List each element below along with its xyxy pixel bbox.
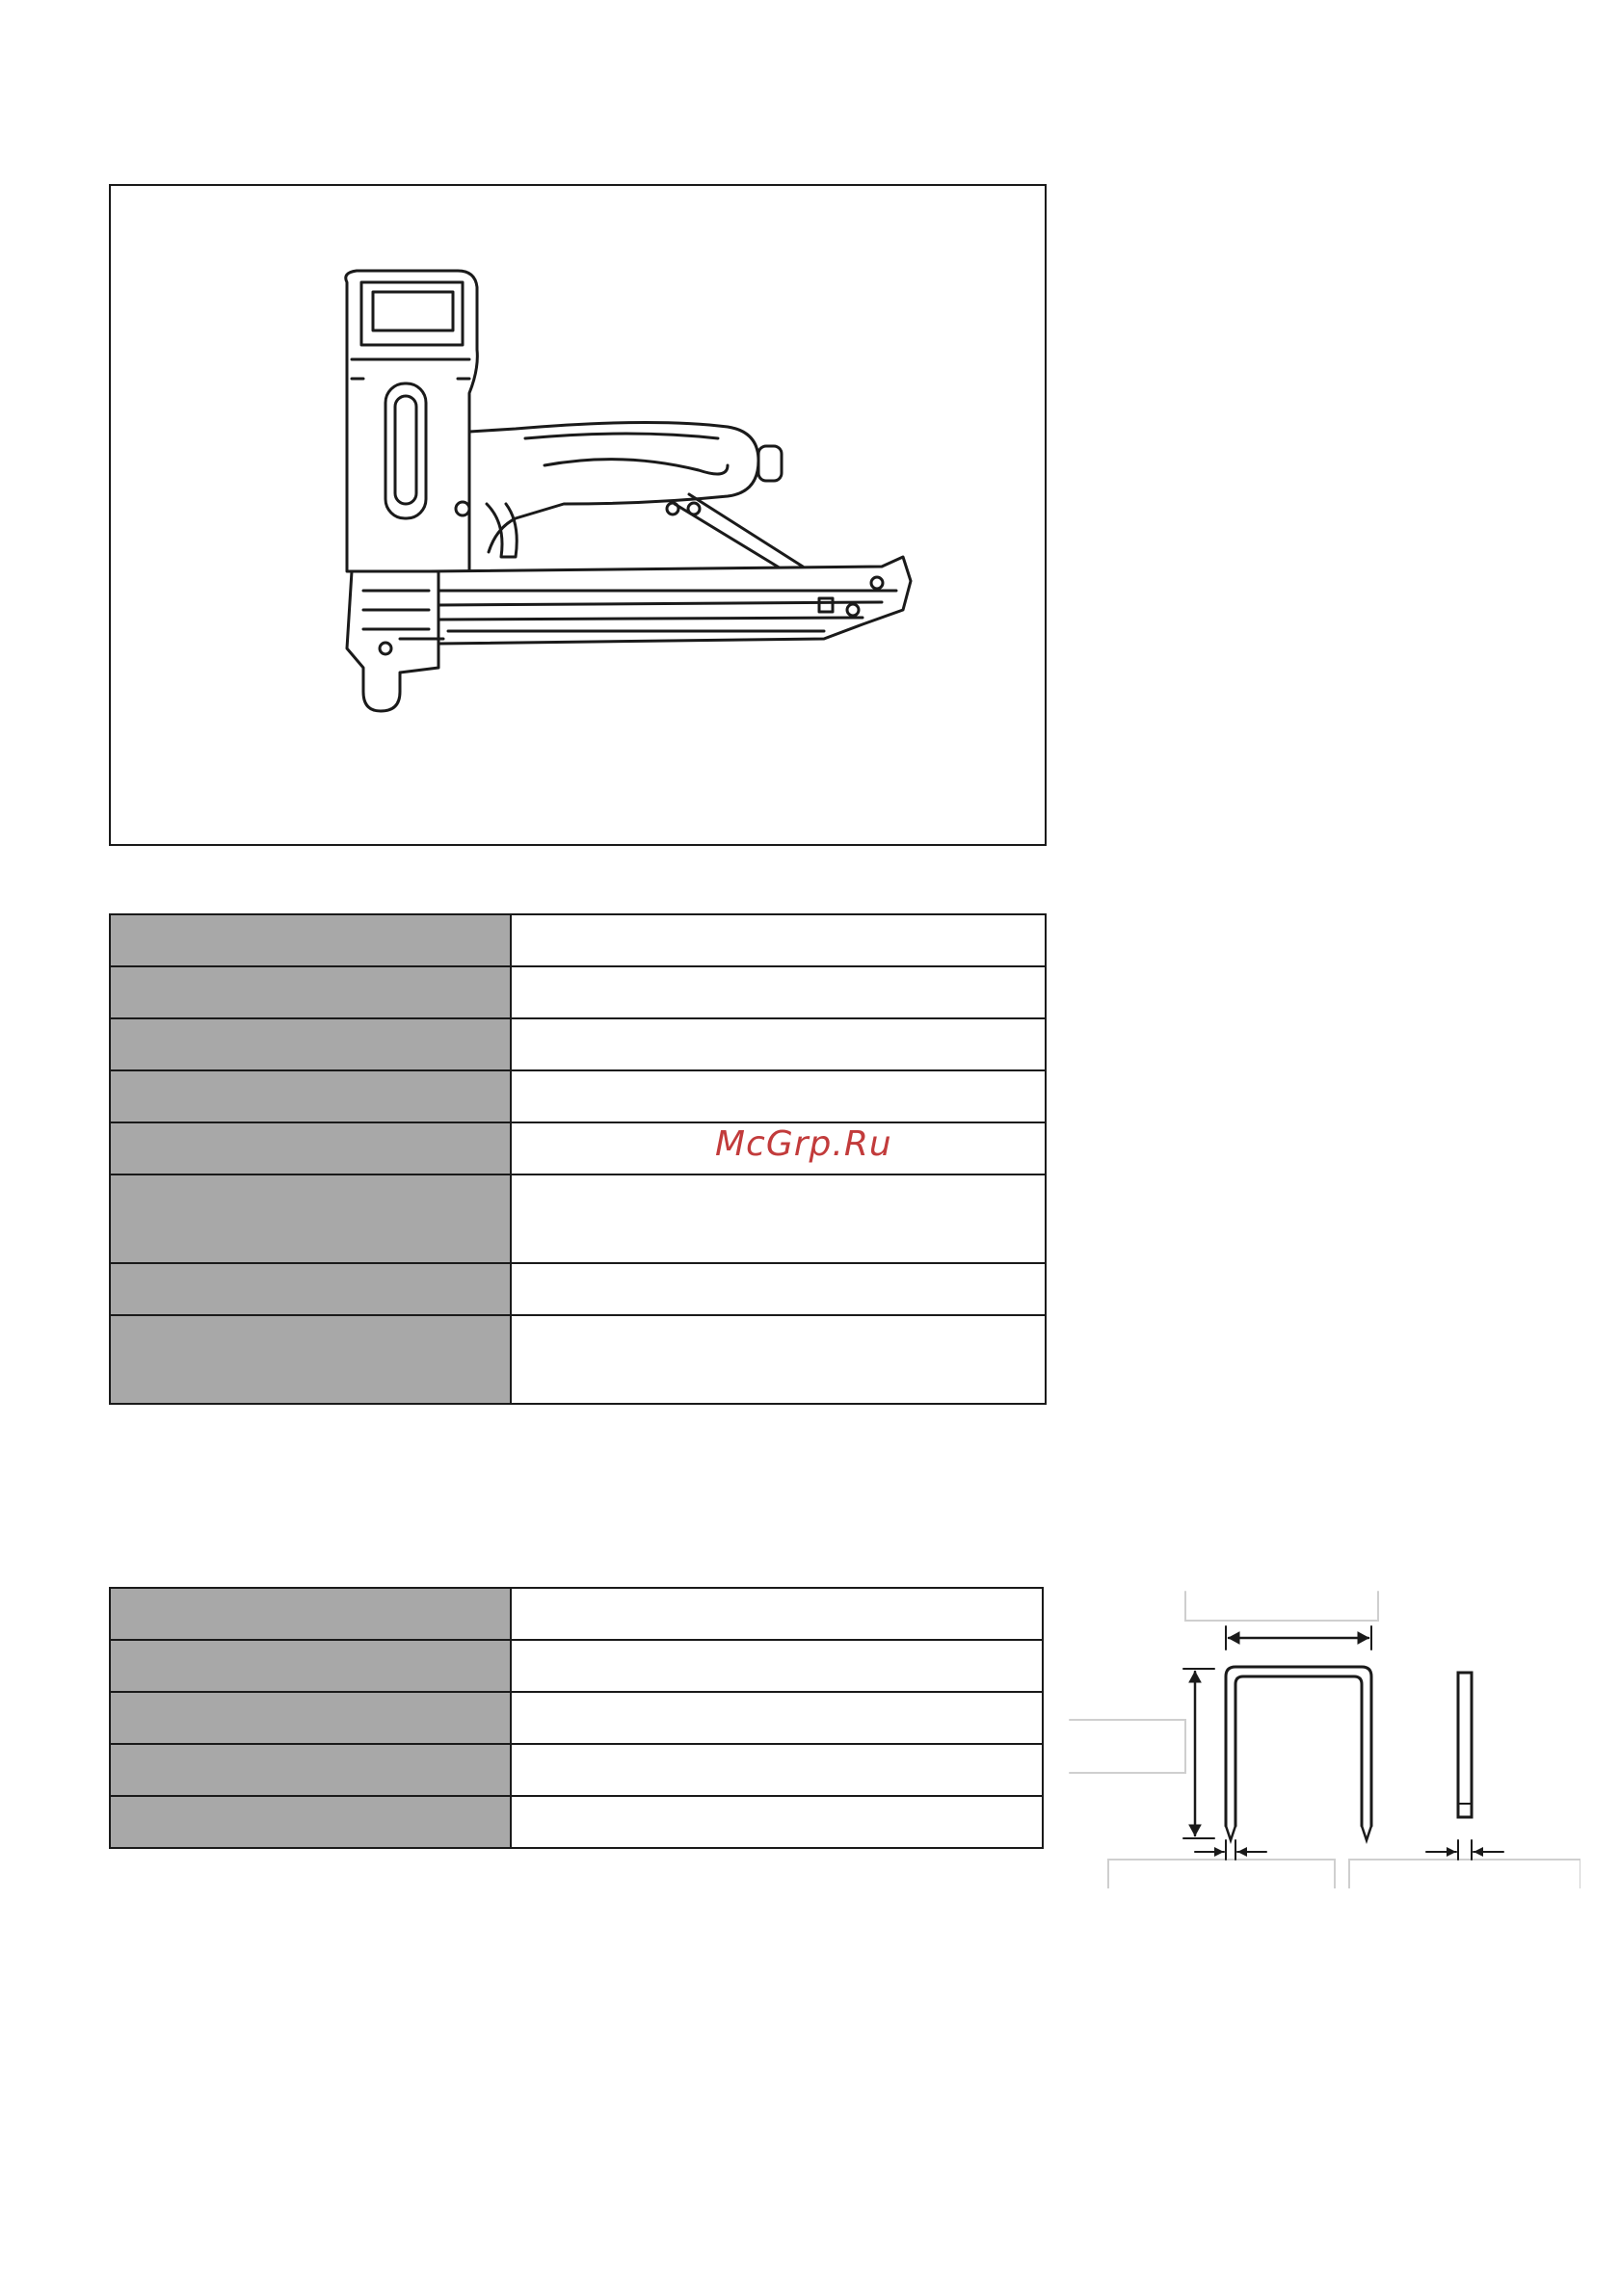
spec-label bbox=[110, 1315, 511, 1404]
spec-value bbox=[511, 1315, 1046, 1404]
spec-value bbox=[511, 1070, 1046, 1122]
spec-value bbox=[511, 914, 1046, 966]
spec-label bbox=[110, 966, 511, 1018]
table-row bbox=[110, 966, 1046, 1018]
staple-label bbox=[110, 1796, 511, 1848]
spec-value bbox=[511, 966, 1046, 1018]
staple-table bbox=[109, 1587, 1044, 1849]
pneumatic-stapler-icon bbox=[111, 186, 1045, 844]
table-row bbox=[110, 1070, 1046, 1122]
table-row bbox=[110, 1692, 1043, 1744]
table-row bbox=[110, 1640, 1043, 1692]
watermark-text: McGrp.Ru bbox=[715, 1124, 892, 1164]
staple-label bbox=[110, 1640, 511, 1692]
staple-value bbox=[511, 1796, 1043, 1848]
staple-dimension-diagram-icon bbox=[1060, 1580, 1580, 1888]
staple-label bbox=[110, 1588, 511, 1640]
staple-value bbox=[511, 1588, 1043, 1640]
table-row bbox=[110, 1315, 1046, 1404]
staple-value bbox=[511, 1744, 1043, 1796]
spec-label bbox=[110, 1070, 511, 1122]
spec-label bbox=[110, 914, 511, 966]
table-row bbox=[110, 1588, 1043, 1640]
staple-value bbox=[511, 1640, 1043, 1692]
spec-value bbox=[511, 1263, 1046, 1315]
spec-label bbox=[110, 1018, 511, 1070]
staple-label bbox=[110, 1744, 511, 1796]
table-row bbox=[110, 1122, 1046, 1174]
table-row bbox=[110, 1018, 1046, 1070]
table-row bbox=[110, 914, 1046, 966]
spec-label bbox=[110, 1122, 511, 1174]
table-row bbox=[110, 1174, 1046, 1263]
tool-illustration-frame bbox=[109, 184, 1047, 846]
spec-value bbox=[511, 1018, 1046, 1070]
spec-table bbox=[109, 913, 1047, 1405]
spec-label bbox=[110, 1263, 511, 1315]
spec-label bbox=[110, 1174, 511, 1263]
table-row bbox=[110, 1263, 1046, 1315]
spec-value bbox=[511, 1174, 1046, 1263]
table-row bbox=[110, 1796, 1043, 1848]
staple-label bbox=[110, 1692, 511, 1744]
table-row bbox=[110, 1744, 1043, 1796]
staple-value bbox=[511, 1692, 1043, 1744]
